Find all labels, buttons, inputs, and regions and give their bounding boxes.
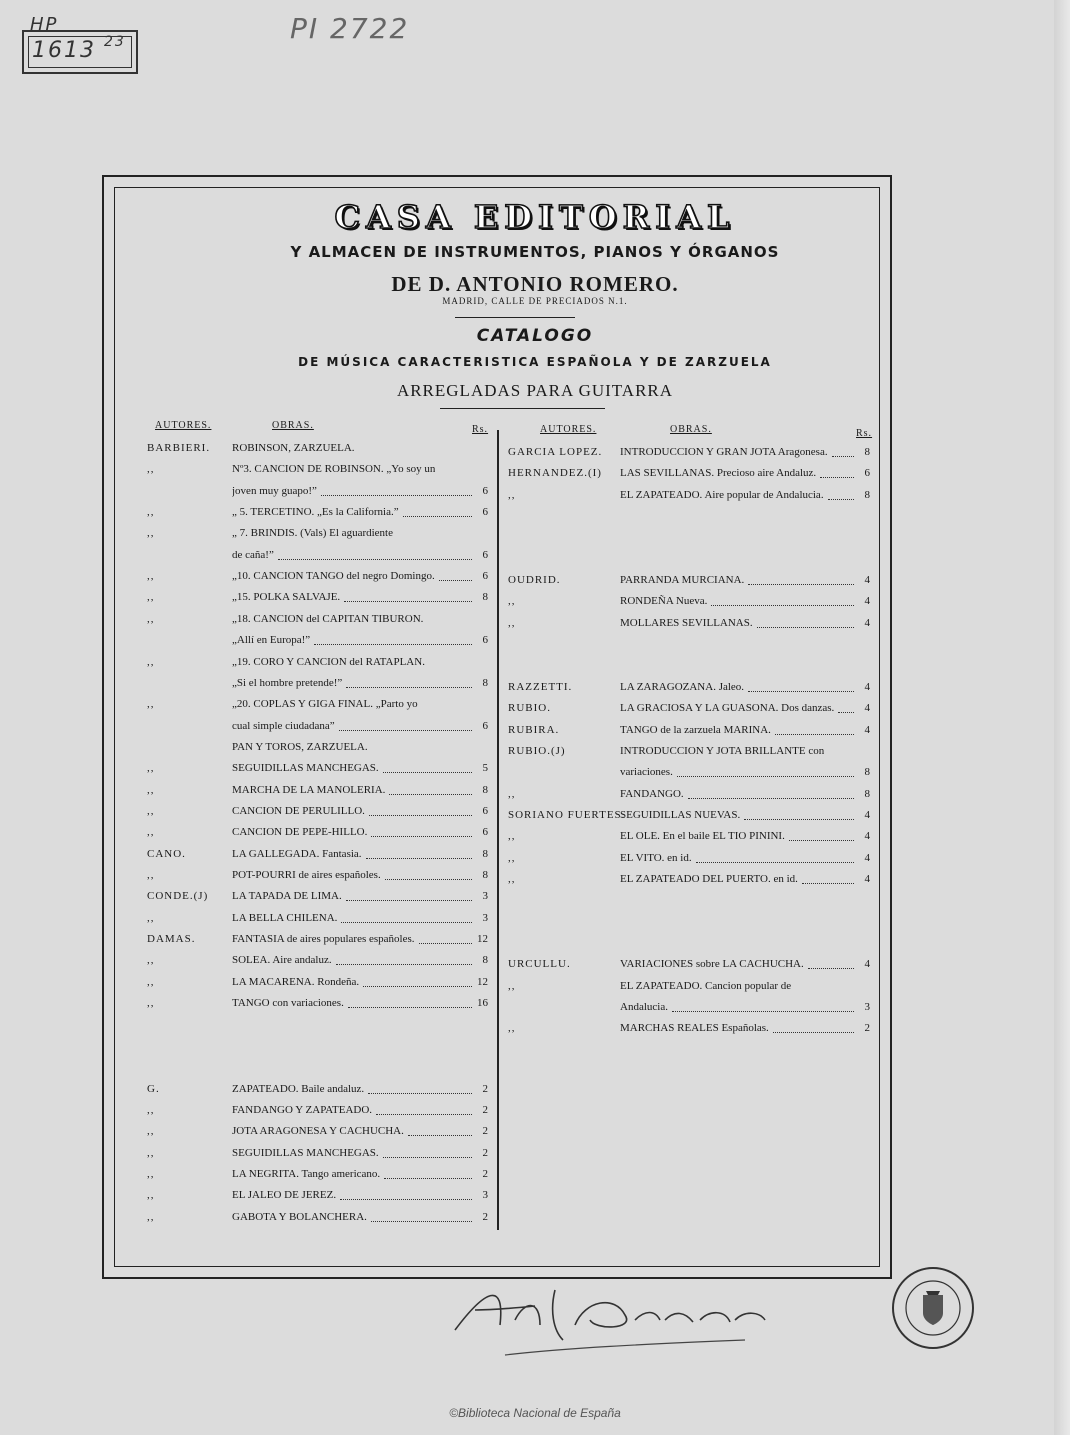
leader-line xyxy=(384,1178,472,1179)
catalog-row xyxy=(0,976,1070,996)
col-header-obras: OBRAS. xyxy=(272,420,314,431)
work-title: MARCHA DE LA MANOLERIA. xyxy=(232,783,386,796)
author-name: HERNANDEZ.(I) xyxy=(508,467,602,480)
leader-line xyxy=(820,477,854,478)
author-name: ,, xyxy=(147,570,155,583)
work-title: LA BELLA CHILENA. xyxy=(232,911,338,924)
author-name: ,, xyxy=(508,830,516,843)
price: 4 xyxy=(864,723,870,736)
publisher-title: CASA EDITORIAL xyxy=(334,198,736,236)
work-title: EL VITO. en id. xyxy=(620,851,692,864)
author-name: RUBIRA. xyxy=(508,723,560,736)
author-name: ,, xyxy=(147,783,155,796)
leader-line xyxy=(340,1199,472,1200)
work-title: FANDANGO. xyxy=(620,787,684,800)
leader-line xyxy=(757,627,854,628)
leader-line xyxy=(838,712,854,713)
col-header-rs: Rs. xyxy=(472,424,489,435)
author-name: GARCIA LOPEZ. xyxy=(508,446,603,458)
author-name: ,, xyxy=(508,1022,516,1035)
leader-line xyxy=(789,840,854,841)
author-name: ,, xyxy=(147,804,155,817)
col-header-autores: AUTORES. xyxy=(540,424,597,435)
price: 2 xyxy=(482,1125,488,1138)
copyright-footer: ©Biblioteca Nacional de España xyxy=(449,1406,621,1420)
work-title: variaciones. xyxy=(620,766,673,779)
work-title: RONDEÑA Nueva. xyxy=(620,595,708,608)
work-title: „18. CANCION del CAPITAN TIBURON. xyxy=(232,612,424,625)
work-title: SEGUIDILLAS NUEVAS. xyxy=(620,808,741,821)
price: 6 xyxy=(482,719,488,732)
catalog-row xyxy=(0,762,1070,782)
price: 8 xyxy=(482,954,488,967)
catalog-row xyxy=(0,1121,1070,1141)
price: 4 xyxy=(864,702,870,715)
catalog-row xyxy=(0,506,1070,526)
catalog-row xyxy=(0,890,1070,910)
work-title: „ 7. BRINDIS. (Vals) El aguardiente xyxy=(232,527,393,540)
work-title: EL OLE. En el baile EL TIO PININI. xyxy=(620,830,785,843)
author-name: ,, xyxy=(147,591,155,604)
work-title: POT-POURRI de aires españoles. xyxy=(232,869,381,881)
author-name: RAZZETTI. xyxy=(508,680,573,693)
work-title: CANCION DE PEPE-HILLO. xyxy=(232,826,368,839)
author-name: ,, xyxy=(508,595,516,608)
work-title: ZAPATEADO. Baile andaluz. xyxy=(232,1082,365,1095)
work-title: INTRODUCCION Y GRAN JOTA Aragonesa. xyxy=(620,446,828,458)
price: 8 xyxy=(864,766,870,779)
work-title: EL JALEO DE JEREZ. xyxy=(232,1189,337,1202)
work-title: cual simple ciudadana” xyxy=(232,719,335,732)
author-name: ,, xyxy=(147,655,155,668)
price: 6 xyxy=(482,804,488,817)
catalog-row xyxy=(0,1036,1070,1056)
catalog-row xyxy=(0,741,1070,761)
catalog-row xyxy=(0,442,1070,462)
catalog-row xyxy=(0,570,1070,590)
work-title: „Allí en Europa!” xyxy=(232,634,311,647)
work-title: FANDANGO Y ZAPATEADO. xyxy=(232,1103,373,1116)
price: 4 xyxy=(864,873,870,885)
work-title: LA ZARAGOZANA. Jaleo. xyxy=(620,680,745,693)
stamp-superscript: 23 xyxy=(104,34,126,50)
catalog-row xyxy=(0,613,1070,633)
catalog-row xyxy=(0,869,1070,889)
catalog-row xyxy=(0,933,1070,953)
catalog-row xyxy=(0,912,1070,932)
work-title: MOLLARES SEVILLANAS. xyxy=(620,616,753,629)
author-name: ,, xyxy=(147,1103,155,1116)
leader-line xyxy=(744,819,854,820)
price: 12 xyxy=(477,933,488,946)
author-name: BARBIERI. xyxy=(147,442,211,454)
catalog-row xyxy=(0,1018,1070,1038)
author-name: ,, xyxy=(147,762,155,775)
ornament-rule xyxy=(440,408,605,412)
catalog-row xyxy=(0,591,1070,611)
catalog-row xyxy=(0,1057,1070,1077)
price: 2 xyxy=(482,1103,488,1116)
price: 4 xyxy=(864,830,870,843)
leader-line xyxy=(677,776,854,777)
leader-line xyxy=(808,968,854,969)
leader-line xyxy=(775,734,854,735)
work-title: LA GALLEGADA. Fantasia. xyxy=(232,847,362,860)
catalog-row xyxy=(0,997,1070,1017)
author-name: SORIANO FUERTES. xyxy=(508,808,626,821)
work-title: INTRODUCCION Y JOTA BRILLANTE con xyxy=(620,744,825,757)
col-header-autores: AUTORES. xyxy=(155,420,212,431)
author-name: ,, xyxy=(147,975,155,988)
catalog-row xyxy=(0,656,1070,676)
author-name: ,, xyxy=(147,1210,155,1223)
price: 3 xyxy=(482,1189,488,1202)
price: 4 xyxy=(864,574,870,587)
price: 2 xyxy=(482,1082,488,1095)
catalog-row xyxy=(0,527,1070,547)
leader-line xyxy=(688,798,854,799)
price: 3 xyxy=(864,1001,870,1014)
author-name: ,, xyxy=(508,851,516,864)
stamp-number: 1613 xyxy=(32,38,96,63)
call-number: PI 2722 xyxy=(290,12,410,45)
leader-line xyxy=(802,883,854,884)
work-title: CANCION DE PERULILLO. xyxy=(232,804,365,817)
work-title: EL ZAPATEADO. Cancion popular de xyxy=(620,979,792,992)
catalog-row xyxy=(0,805,1070,825)
work-title: GABOTA Y BOLANCHERA. xyxy=(232,1210,367,1223)
work-title: SEGUIDILLAS MANCHEGAS. xyxy=(232,762,379,775)
price: 8 xyxy=(482,591,488,604)
author-name: ,, xyxy=(147,997,155,1010)
work-title: „Si el hombre pretende!” xyxy=(232,676,343,689)
price: 3 xyxy=(482,911,488,924)
price: 8 xyxy=(482,676,488,689)
catalog-row xyxy=(0,784,1070,804)
work-title: PARRANDA MURCIANA. xyxy=(620,574,745,587)
work-title: EL ZAPATEADO. Aire popular de Andalucia. xyxy=(620,488,824,501)
leader-line xyxy=(371,1221,472,1222)
price: 4 xyxy=(864,808,870,821)
author-name: ,, xyxy=(508,873,516,885)
work-title: TANGO de la zarzuela MARINA. xyxy=(620,723,771,736)
price: 2 xyxy=(482,1146,488,1159)
leader-line xyxy=(376,1114,472,1115)
price: 3 xyxy=(482,890,488,903)
author-name: CANO. xyxy=(147,847,186,860)
author-name: ,, xyxy=(147,954,155,967)
catalog-row xyxy=(0,1143,1070,1163)
author-name: ,, xyxy=(508,787,516,800)
work-title: joven muy guapo!” xyxy=(232,484,317,497)
price: 4 xyxy=(864,595,870,608)
author-name: G. xyxy=(147,1082,160,1095)
author-name: ,, xyxy=(147,826,155,839)
col-header-rs: Rs. xyxy=(856,428,873,439)
catalog-row xyxy=(0,954,1070,974)
author-name: ,, xyxy=(147,698,155,711)
work-title: de caña!” xyxy=(232,548,274,561)
work-title: „ 5. TERCETINO. „Es la California.” xyxy=(232,506,399,519)
author-name: CONDE.(J) xyxy=(147,890,209,903)
catalog-row xyxy=(0,720,1070,740)
catalog-row xyxy=(0,1185,1070,1205)
stamp-top-note: HP xyxy=(30,14,59,35)
leader-line xyxy=(672,1011,854,1012)
work-title: EL ZAPATEADO DEL PUERTO. en id. xyxy=(620,873,798,885)
author-name: ,, xyxy=(147,1189,155,1202)
author-name: ,, xyxy=(147,1167,155,1180)
leader-line xyxy=(711,605,854,606)
work-title: SEGUIDILLAS MANCHEGAS. xyxy=(232,1146,379,1159)
author-name: DAMAS. xyxy=(147,933,196,946)
leader-line xyxy=(748,584,854,585)
work-title: SOLEA. Aire andaluz. xyxy=(232,954,332,967)
price: 2 xyxy=(864,1022,870,1035)
work-title: „20. COPLAS Y GIGA FINAL. „Parto yo xyxy=(232,698,418,711)
author-name: ,, xyxy=(147,869,155,881)
leader-line xyxy=(748,691,854,692)
price: 6 xyxy=(864,467,870,480)
author-name: ,, xyxy=(147,612,155,625)
work-title: LAS SEVILLANAS. Precioso aire Andaluz. xyxy=(620,467,817,480)
author-name: ,, xyxy=(508,488,516,501)
work-title: VARIACIONES sobre LA CACHUCHA. xyxy=(620,958,804,971)
price: 6 xyxy=(482,570,488,583)
library-seal xyxy=(890,1265,976,1351)
work-title: PAN Y TOROS, ZARZUELA. xyxy=(232,740,368,753)
col-header-obras: OBRAS. xyxy=(670,424,712,435)
author-name: ,, xyxy=(147,463,155,476)
price: 8 xyxy=(864,787,870,800)
work-title: FANTASIA de aires populares españoles. xyxy=(232,933,415,946)
price: 8 xyxy=(482,783,488,796)
price: 8 xyxy=(482,869,488,881)
work-title: LA GRACIOSA Y LA GUASONA. Dos danzas. xyxy=(620,702,835,715)
publisher-address: MADRID, CALLE DE PRECIADOS N.1. xyxy=(442,296,628,306)
leader-line xyxy=(383,1157,472,1158)
work-title: MARCHAS REALES Españolas. xyxy=(620,1022,769,1035)
signature xyxy=(445,1270,775,1360)
catalog-row xyxy=(0,826,1070,846)
catalog-arrangement: ARREGLADAS PARA GUITARRA xyxy=(396,381,674,400)
work-title: „15. POLKA SALVAJE. xyxy=(232,591,341,604)
shelf-mark-stamp xyxy=(22,30,138,74)
price: 8 xyxy=(482,847,488,860)
work-title: „19. CORO Y CANCION del RATAPLAN. xyxy=(232,655,425,668)
catalog-row xyxy=(0,463,1070,483)
price: 4 xyxy=(864,851,870,864)
work-title: Nº3. CANCION DE ROBINSON. „Yo soy un xyxy=(232,463,436,476)
work-title: LA NEGRITA. Tango americano. xyxy=(232,1167,381,1180)
price: 6 xyxy=(482,826,488,839)
leader-line xyxy=(773,1032,854,1033)
leader-line xyxy=(832,456,854,457)
catalog-row xyxy=(0,1079,1070,1099)
author-name: OUDRID. xyxy=(508,574,561,587)
catalog-row xyxy=(0,1164,1070,1184)
author-name: RUBIO.(J) xyxy=(508,744,566,757)
leader-line xyxy=(368,1093,472,1094)
price: 5 xyxy=(482,762,488,775)
catalog-row xyxy=(0,1207,1070,1227)
work-title: „10. CANCION TANGO del negro Domingo. xyxy=(232,570,435,583)
author-name: ,, xyxy=(147,506,155,519)
author-name: ,, xyxy=(147,527,155,540)
price: 6 xyxy=(482,484,488,497)
price: 6 xyxy=(482,506,488,519)
catalog-row xyxy=(0,848,1070,868)
catalog-heading: CATALOGO xyxy=(476,326,594,346)
price: 4 xyxy=(864,680,870,693)
publisher-subtitle: Y ALMACEN DE INSTRUMENTOS, PIANOS Y ÓRGANOS xyxy=(290,243,780,261)
catalog-row xyxy=(0,698,1070,718)
price: 2 xyxy=(482,1167,488,1180)
price: 6 xyxy=(482,634,488,647)
price: 12 xyxy=(477,975,488,988)
work-title: Andalucia. xyxy=(620,1001,668,1014)
ornament-rule xyxy=(455,317,575,321)
work-title: JOTA ARAGONESA Y CACHUCHA. xyxy=(232,1125,404,1138)
price: 8 xyxy=(864,488,870,501)
price: 8 xyxy=(864,446,870,458)
author-name: URCULLU. xyxy=(508,958,571,971)
catalog-row xyxy=(0,1100,1070,1120)
author-name: ,, xyxy=(147,1125,155,1138)
leader-line xyxy=(696,862,854,863)
author-name: ,, xyxy=(508,979,516,992)
catalog-row xyxy=(0,634,1070,654)
price: 6 xyxy=(482,548,488,561)
leader-line xyxy=(408,1135,472,1136)
price: 4 xyxy=(864,958,870,971)
catalog-row xyxy=(0,677,1070,697)
publisher-name: DE D. ANTONIO ROMERO. xyxy=(391,272,679,296)
author-name: ,, xyxy=(147,911,155,924)
work-title: LA MACARENA. Rondeña. xyxy=(232,975,360,988)
catalog-row xyxy=(0,549,1070,569)
work-title: TANGO con variaciones. xyxy=(232,997,344,1010)
price: 16 xyxy=(477,997,488,1010)
work-title: LA TAPADA DE LIMA. xyxy=(232,890,342,903)
leader-line xyxy=(828,499,854,500)
author-name: RUBIO. xyxy=(508,702,551,715)
catalog-subheading: DE MÚSICA CARACTERISTICA ESPAÑOLA Y DE ZARZUELA xyxy=(298,355,772,369)
price: 2 xyxy=(482,1210,488,1223)
author-name: ,, xyxy=(508,616,516,629)
author-name: ,, xyxy=(147,1146,155,1159)
price: 4 xyxy=(864,616,870,629)
work-title: ROBINSON, ZARZUELA. xyxy=(232,442,355,454)
catalog-row xyxy=(0,485,1070,505)
